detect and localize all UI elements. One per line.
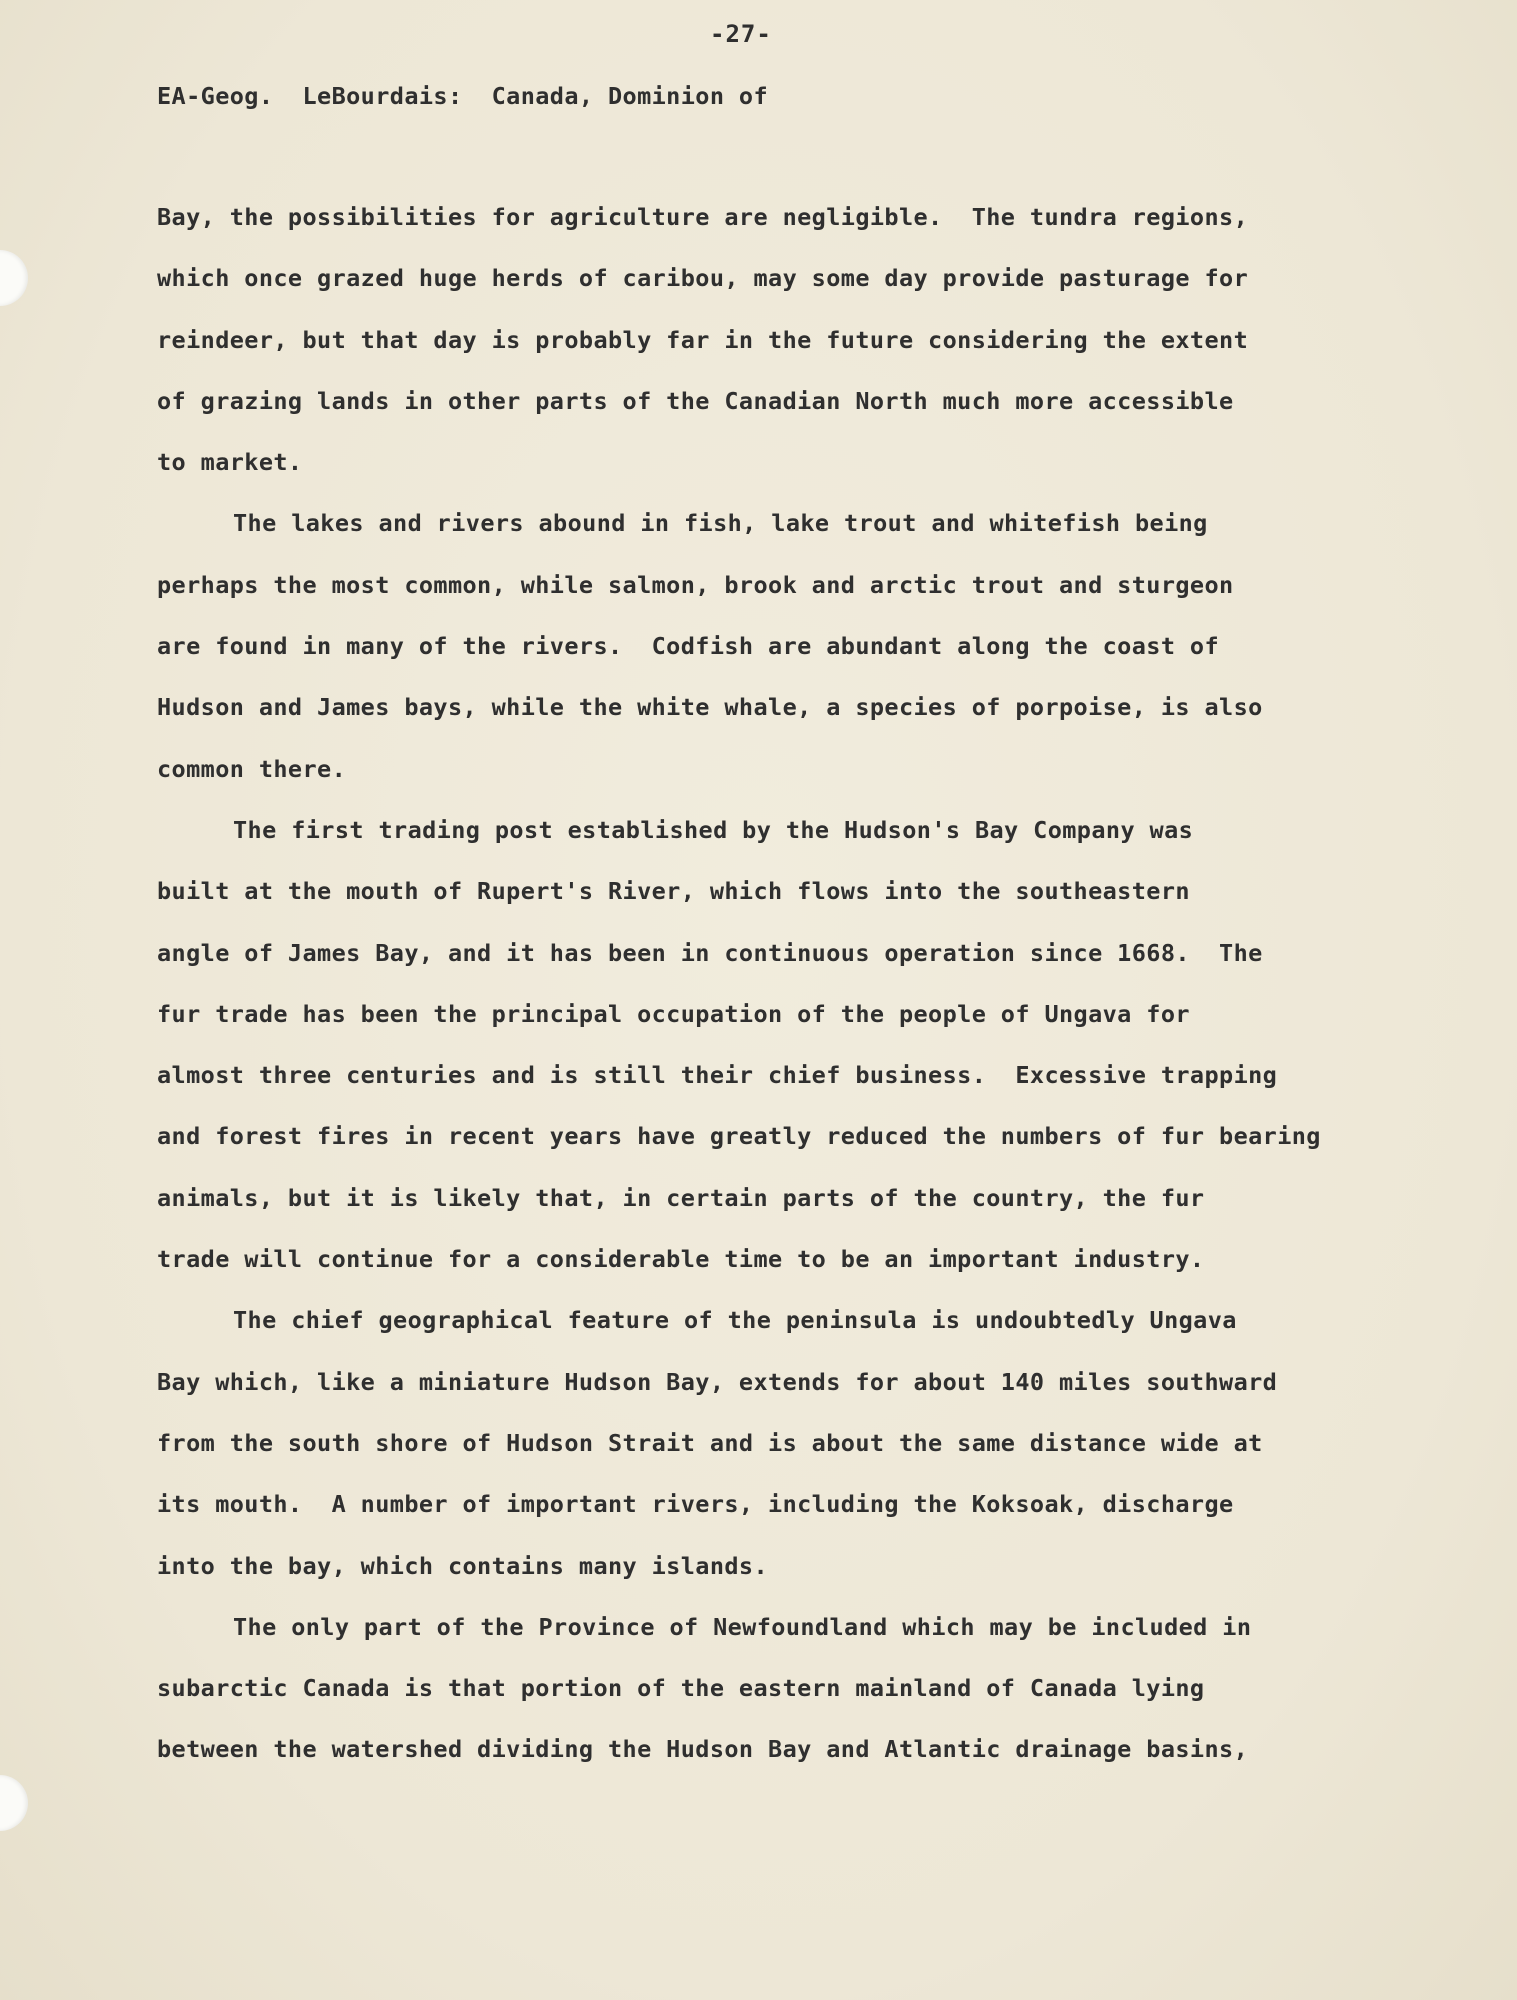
paragraph-first-line: The lakes and rivers abound in fish, lake trout and whitefish being xyxy=(233,509,1208,538)
text-line: built at the mouth of Rupert's River, which flows into the southeastern xyxy=(157,877,1190,906)
text-line: angle of James Bay, and it has been in continuous operation since 1668. The xyxy=(157,938,1263,967)
paragraph-first-line: The only part of the Province of Newfoundland which may be included in xyxy=(233,1612,1252,1641)
text-line: between the watershed dividing the Hudson Bay and Atlantic drainage basins, xyxy=(157,1735,1249,1764)
text-line: common there. xyxy=(157,754,347,783)
text-line: its mouth. A number of important rivers, including the Koksoak, discharge xyxy=(157,1490,1234,1519)
text-line: Bay, the possibilities for agriculture are negligible. The tundra regions, xyxy=(157,203,1249,231)
text-line: Bay which, like a miniature Hudson Bay, extends for about 140 miles southward xyxy=(157,1367,1278,1396)
text-line: of grazing lands in other parts of the Canadian North much more accessible xyxy=(157,386,1234,415)
text-line: to market. xyxy=(157,448,303,477)
binder-hole-top xyxy=(0,250,28,306)
binder-hole-bottom xyxy=(0,1775,28,1831)
page-number: -27- xyxy=(710,20,772,48)
text-line: from the south shore of Hudson Strait and is about the same distance wide at xyxy=(157,1428,1263,1457)
text-line: which once grazed huge herds of caribou, may some day provide pasturage for xyxy=(157,264,1249,293)
text-line: subarctic Canada is that portion of the eastern mainland of Canada lying xyxy=(157,1674,1205,1703)
text-line: perhaps the most common, while salmon, brook and arctic trout and sturgeon xyxy=(157,570,1234,599)
text-line: and forest fires in recent years have greatly reduced the numbers of fur bearing xyxy=(157,1122,1321,1151)
text-line: almost three centuries and is still their chief business. Excessive trapping xyxy=(157,1061,1278,1090)
text-line: fur trade has been the principal occupation of the people of Ungava for xyxy=(157,999,1190,1028)
paragraph-first-line: The first trading post established by the Hudson's Bay Company was xyxy=(233,815,1194,844)
paragraph-first-line: The chief geographical feature of the peninsula is undoubtedly Ungava xyxy=(233,1306,1237,1335)
body-text xyxy=(157,197,1387,1791)
text-line: into the bay, which contains many islands. xyxy=(157,1551,769,1580)
running-head: EA-Geog. LeBourdais: Canada, Dominion of xyxy=(157,82,769,110)
text-line: reindeer, but that day is probably far in the future considering the extent xyxy=(157,325,1249,354)
text-line: Hudson and James bays, while the white whale, a species of porpoise, is also xyxy=(157,693,1263,722)
text-line: are found in many of the rivers. Codfish are abundant along the coast of xyxy=(157,632,1220,661)
text-line: animals, but it is likely that, in certain parts of the country, the fur xyxy=(157,1183,1205,1212)
text-line: trade will continue for a considerable time to be an important industry. xyxy=(157,1245,1205,1274)
